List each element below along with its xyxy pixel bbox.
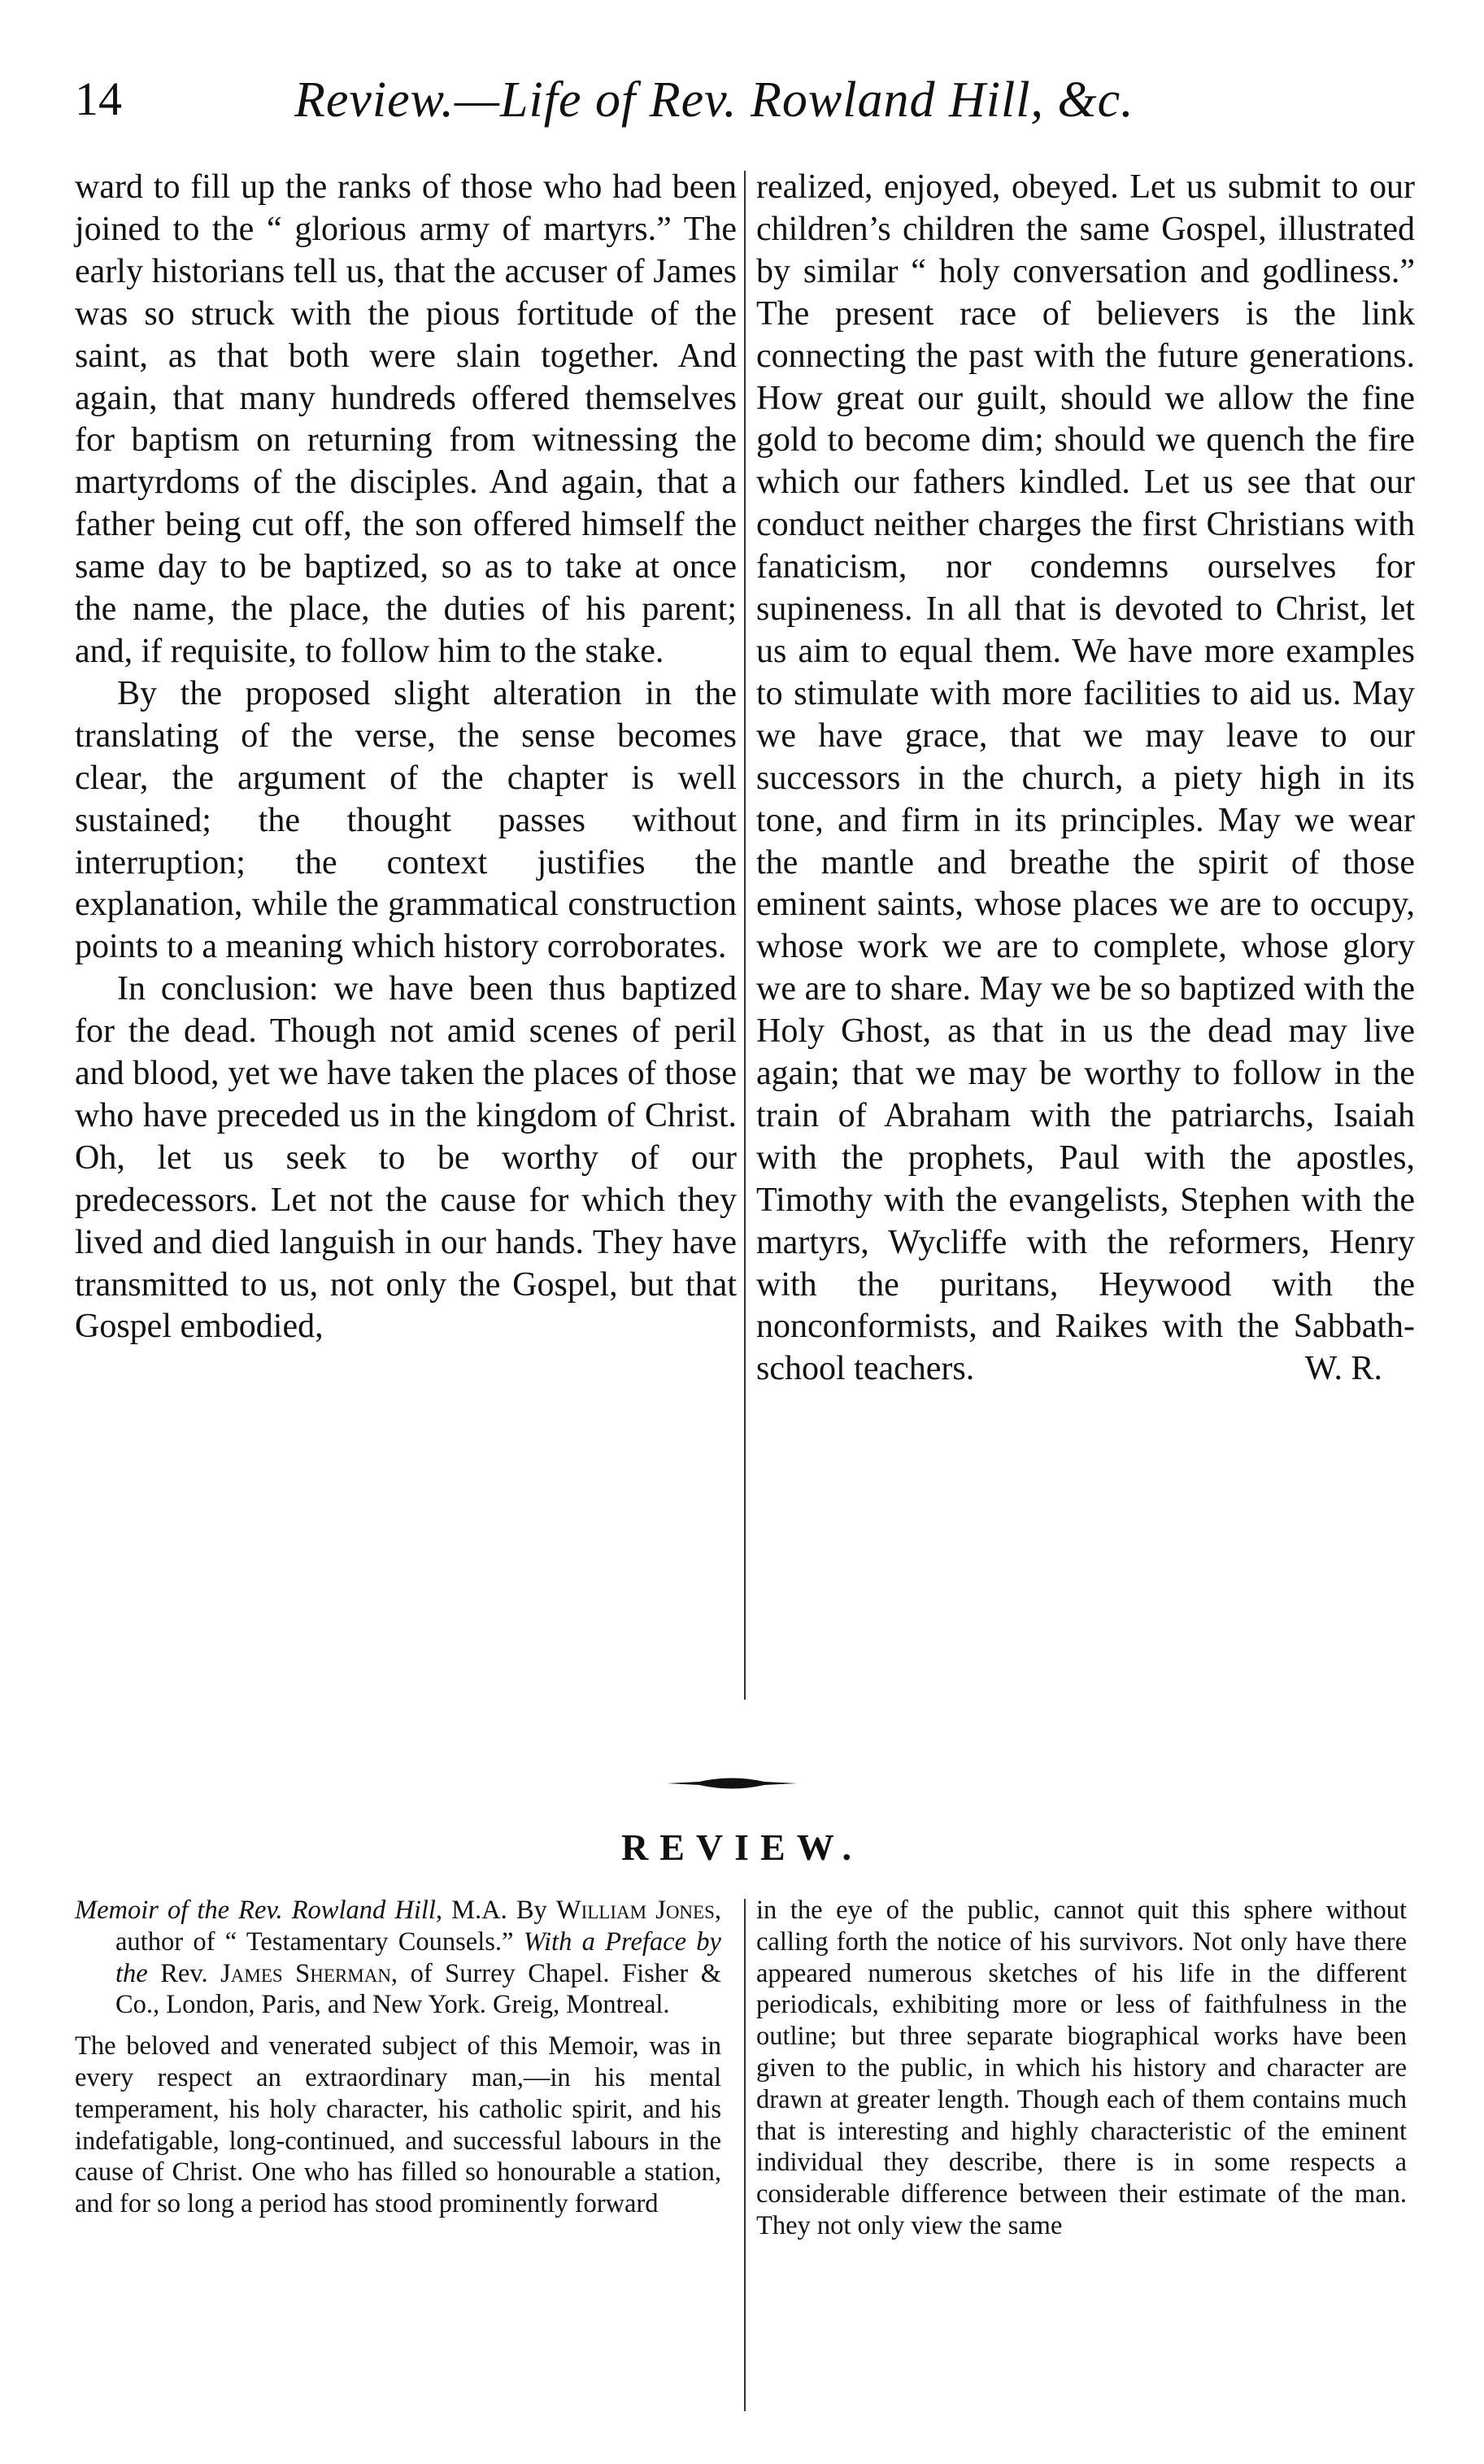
preface-author: James Sherman, — [220, 1958, 398, 1988]
review-paragraph: The beloved and venerated subject of this Memoir, was in every respect an extraordinary man,—in his mental temperament, his holy character, his catholic spirit, and his indefatigable, long-continued, and successful labours in the cause of Christ. One who has filled so honourable a station, and for so long a period has stood prominently forward — [75, 2031, 721, 2219]
review-paragraph: in the eye of the public, cannot quit this sphere without calling forth the notice of his survivors. Not only have there appeared numerous sketches of his life in the different periodicals, exhibiting more or less of faithfulness in the outline; but three separate biographical works have been given to the public, in which his history and character are drawn at greater length. Though each of them contains much that is interesting and highly characteristic of the eminent individual they describe, there is in some respects a considerable difference between their estimate of the man. They not only view the same — [756, 1896, 1407, 2240]
right-column — [756, 167, 1415, 1391]
paragraph: ward to fill up the ranks of those who had been joined to the “ glorious army of martyrs.” The early historians tell us, that the accuser of James was so struck with the pious fortitude of the saint, as that both were slain together. And again, that many hundreds offered themselves for baptism on returning from witnessing the martyrdoms of the disciples. And again, that a father being cut off, the son offered himself the same day to be baptized, so as to take at once the name, the place, the duties of his parent; and, if requisite, to follow him to the stake. — [75, 168, 737, 670]
review-left-column — [75, 1895, 721, 2220]
page-number: 14 — [75, 72, 122, 125]
ornamental-rule — [667, 1771, 797, 1796]
book-title: Memoir of the Rev. Rowland Hill, — [75, 1896, 443, 1925]
book-degree: M.A. By — [451, 1896, 547, 1925]
preface-label: With a Preface by the — [115, 1926, 721, 1988]
paragraph: In conclusion: we have been thus baptized for the dead. Though not amid scenes of peril and blood, yet we have taken the places of those who have preceded us in the kingdom of Christ. Oh, let us seek to be worthy of our predecessors. Let not the cause for which they lived and died languish in our hands. They have transmitted to us, not only the Gospel, but that Gospel embodied, — [75, 970, 737, 1346]
publisher-info: of Surrey Chapel. Fisher & Co., London, Paris, and New York. Greig, Montreal. — [115, 1958, 722, 2020]
book-author: William Jones, — [555, 1896, 722, 1925]
review-columns — [75, 1895, 1425, 2423]
running-header — [75, 72, 1392, 145]
review-right-column — [756, 1895, 1407, 2242]
paragraph: By the proposed slight alteration in the translating of the verse, the sense becomes clear, the argument of the chapter is well sustained; the thought passes without interruption; the context justifies the explanation, while the grammatical construction points to a meaning which history corroborates. — [75, 674, 737, 966]
article-columns — [75, 167, 1425, 1704]
paragraph — [756, 167, 1415, 1391]
paragraph-text: realized, enjoyed, obeyed. Let us submit to our children’s children the same Gospel, illustrated by similar “ holy conversation and godliness.” The present race of believers is the link connecting the past with the future generations. How great our guilt, should we allow the fine gold to become dim; should we quench the fire which our fathers kindled. Let us see that our conduct neither charges the first Christians with fanaticism, nor condemns ourselves for supineness. In all that is devoted to Christ, let us aim to equal them. We have more examples to stimulate with more facilities to aid us. May we have grace, that we may leave to our successors in the church, a piety high in its tone, and firm in its principles. May we wear the mantle and breathe the spirit of those eminent saints, whose places we are to occupy, whose work we are to complete, whose glory we are to share. May we be so baptized with the Holy Ghost, as that in us the dead may live again; that we may be worthy to follow in the train of Abraham with the patriarchs, Isaiah with the prophets, Paul with the apostles, Timothy with the evangelists, Stephen with the martyrs, Wycliffe with the reformers, Henry with the puritans, Heywood with the nonconformists, and Raikes with the Sabbath-school teachers. — [756, 168, 1415, 1388]
preface-rev: Rev. — [160, 1958, 208, 1988]
author-note: author of “ Testamentary Counsels.” — [115, 1926, 514, 1957]
running-title: Review.—Life of Rev. Rowland Hill, &c. — [294, 72, 1134, 128]
section-heading: REVIEW. — [621, 1826, 863, 1868]
column-divider — [744, 171, 746, 1700]
book-citation — [75, 1895, 721, 2021]
left-column — [75, 167, 737, 1348]
author-signature: W. R. — [1304, 1350, 1382, 1388]
column-divider — [744, 1899, 746, 2411]
